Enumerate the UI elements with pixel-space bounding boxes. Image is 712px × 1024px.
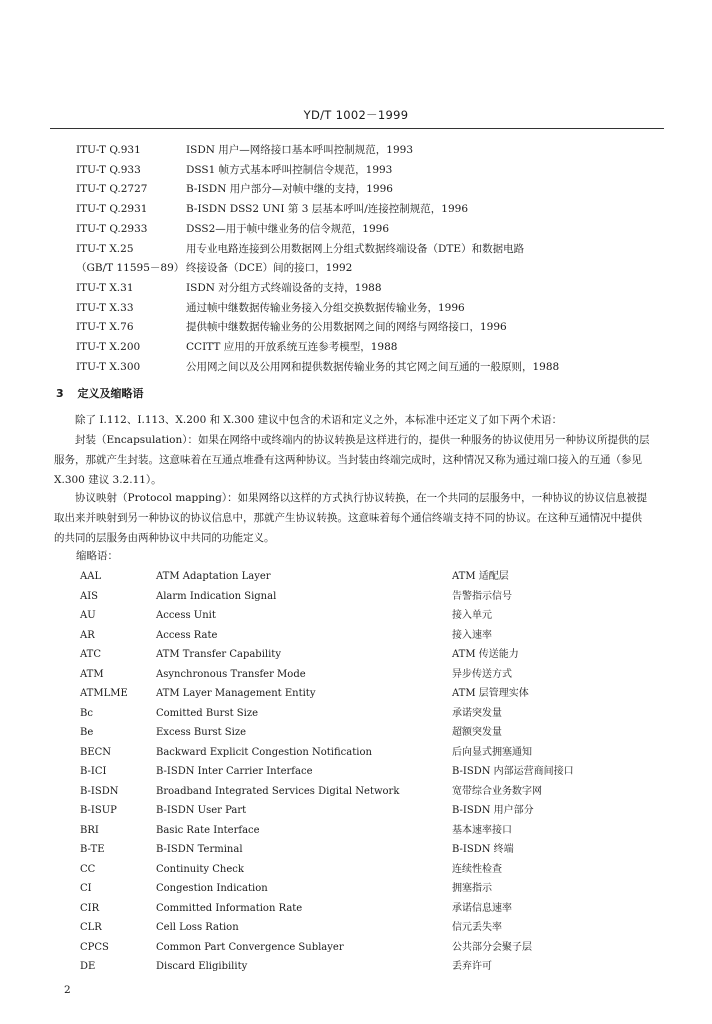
abbreviations-label: 缩略语： xyxy=(76,550,118,562)
reference-row xyxy=(0,258,712,278)
abbreviation-row xyxy=(0,957,712,976)
abbreviation-row xyxy=(0,938,712,957)
reference-row xyxy=(0,140,712,160)
abbreviation-english: Broadband Integrated Services Digital Network xyxy=(156,785,400,797)
abbreviation-code: CI xyxy=(80,883,92,894)
abbreviation-row xyxy=(0,821,712,840)
reference-title: ISDN 对分组方式终端设备的支持，1988 xyxy=(186,281,382,294)
abbreviation-code: DE xyxy=(80,961,96,972)
abbreviation-code: AR xyxy=(80,629,95,641)
abbreviation-row xyxy=(0,918,712,937)
abbreviation-code: AIS xyxy=(80,590,99,602)
abbreviation-code: B-ISDN xyxy=(80,785,119,797)
reference-title: 公用网之间以及公用网和提供数据传输业务的其它网之间互通的一般原则，1988 xyxy=(186,360,560,373)
abbreviation-chinese: 丢弃许可 xyxy=(452,961,492,972)
abbreviation-english: Backward Explicit Congestion Notification xyxy=(156,746,372,758)
abbreviation-chinese: 超额突发量 xyxy=(452,727,502,738)
abbreviation-code: ATC xyxy=(80,649,101,660)
abbreviation-row xyxy=(0,684,712,703)
abbreviation-row xyxy=(0,840,712,859)
abbreviation-english: Congestion Indication xyxy=(156,883,268,894)
abbreviation-english: Excess Burst Size xyxy=(156,727,247,738)
abbreviation-code: CIR xyxy=(80,902,100,914)
reference-row xyxy=(0,219,712,239)
reference-code: ITU-T Q.933 xyxy=(76,163,141,176)
abbreviation-english: Comitted Burst Size xyxy=(156,707,259,719)
reference-row xyxy=(0,179,712,199)
abbreviation-chinese: 告警指示信号 xyxy=(452,590,512,602)
reference-code: ITU-T Q.2727 xyxy=(76,183,148,196)
abbreviation-row xyxy=(0,801,712,820)
abbreviation-row xyxy=(0,782,712,801)
abbreviation-english: B-ISDN Terminal xyxy=(156,844,243,855)
reference-code: ITU-T X.200 xyxy=(76,341,141,353)
abbreviation-code: B-ISUP xyxy=(80,805,117,816)
abbreviation-english: B-ISDN Inter Carrier Interface xyxy=(156,766,313,777)
abbreviation-chinese: ATM 传送能力 xyxy=(452,649,519,660)
reference-code: ITU-T Q.2931 xyxy=(76,203,148,216)
reference-row xyxy=(0,199,712,219)
section-number: 3 xyxy=(56,387,64,400)
abbreviation-code: AU xyxy=(80,610,96,621)
reference-code: ITU-T X.33 xyxy=(76,301,134,314)
reference-row xyxy=(0,278,712,298)
abbreviation-code: B-ICI xyxy=(80,766,107,777)
abbreviation-row xyxy=(0,626,712,645)
reference-row xyxy=(0,357,712,377)
abbreviation-english: ATM Transfer Capability xyxy=(156,649,281,660)
reference-title: B-ISDN 用户部分—对帧中继的支持，1996 xyxy=(186,183,393,196)
abbreviation-row xyxy=(0,899,712,918)
abbreviation-english: Alarm Indication Signal xyxy=(156,590,277,602)
abbreviation-row xyxy=(0,665,712,684)
abbreviation-english: Access Rate xyxy=(156,629,218,641)
reference-title: DSS1 帧方式基本呼叫控制信令规范，1993 xyxy=(186,163,393,176)
reference-title: CCITT 应用的开放系统互连参考模型，1988 xyxy=(186,341,398,353)
abbreviation-english: Access Unit xyxy=(156,610,216,621)
abbreviation-chinese: ATM 适配层 xyxy=(452,571,509,582)
abbreviation-row xyxy=(0,587,712,606)
abbreviation-chinese: 接入单元 xyxy=(452,610,492,621)
abbreviation-code: Be xyxy=(80,727,94,738)
abbreviation-row xyxy=(0,723,712,742)
abbreviation-code: ATM xyxy=(80,668,104,680)
header-rule xyxy=(50,128,664,129)
abbreviation-code: CC xyxy=(80,863,96,875)
abbreviation-row xyxy=(0,879,712,898)
reference-code: （GB/T 11595－89） xyxy=(76,262,185,275)
abbreviation-code: B-TE xyxy=(80,844,105,855)
abbreviation-code: BECN xyxy=(80,746,112,758)
abbreviation-english: Common Part Convergence Sublayer xyxy=(156,941,344,953)
abbreviation-code: BRI xyxy=(80,824,99,836)
abbreviation-chinese: B-ISDN 用户部分 xyxy=(452,805,534,816)
paragraph-encapsulation: 封装（Encapsulation）：如果在网络中或终端内的协议转换是这样进行的，提供一种服务的协议使用另一种协议所提供的层服务，那就产生封装。这意味着在互通点堆叠有这两种协议。当封装由终端完成时，这种情况又称为通过端口接入的互通（参见 X.300 建议 3.2.11）。 xyxy=(54,434,650,486)
abbreviation-chinese: 承诺突发量 xyxy=(452,707,502,719)
page-number: 2 xyxy=(64,984,71,996)
abbreviation-chinese: 接入速率 xyxy=(452,629,492,641)
abbreviation-chinese: 公共部分会聚子层 xyxy=(452,941,532,953)
abbreviation-chinese: 基本速率接口 xyxy=(452,824,512,836)
reference-title: 终接设备（DCE）间的接口，1992 xyxy=(186,262,353,275)
abbreviation-english: Continuity Check xyxy=(156,863,244,875)
abbreviation-row xyxy=(0,860,712,879)
abbreviation-chinese: 后向显式拥塞通知 xyxy=(452,746,532,758)
abbreviation-chinese: B-ISDN 内部运营商间接口 xyxy=(452,766,574,777)
abbreviation-english: ATM Adaptation Layer xyxy=(156,571,271,582)
reference-code: ITU-T Q.2933 xyxy=(76,222,148,235)
reference-row xyxy=(0,298,712,318)
reference-title: 提供帧中继数据传输业务的公用数据网之间的网络与网络接口，1996 xyxy=(186,321,507,334)
abbreviation-code: Bc xyxy=(80,707,93,719)
abbreviation-chinese: ATM 层管理实体 xyxy=(452,688,529,699)
section-heading xyxy=(56,386,144,402)
reference-code: ITU-T X.76 xyxy=(76,321,134,334)
abbreviation-english: ATM Layer Management Entity xyxy=(156,688,316,699)
abbreviation-english: Discard Eligibility xyxy=(156,961,248,972)
paragraph-protocol-mapping: 协议映射（Protocol mapping）：如果网络以这样的方式执行协议转换，在一个共同的层服务中，一种协议的协议信息被提取出来并映射到另一种协议的协议信息中，那就产生协议转换。这意味着每个通信终端支持不同的协议。在这种互通情况中提供的共同的层服务由两种协议中共同的功能定义。 xyxy=(54,492,648,544)
abbreviation-english: Committed Information Rate xyxy=(156,902,303,914)
reference-title: 通过帧中继数据传输业务接入分组交换数据传输业务，1996 xyxy=(186,301,465,314)
reference-title: 用专业电路连接到公用数据网上分组式数据终端设备（DTE）和数据电路 xyxy=(186,242,525,255)
abbreviation-chinese: 拥塞指示 xyxy=(452,883,492,894)
reference-row xyxy=(0,160,712,180)
reference-code: ITU-T X.300 xyxy=(76,360,141,373)
abbreviation-row xyxy=(0,606,712,625)
abbreviation-code: ATMLME xyxy=(80,688,128,699)
abbreviation-chinese: 异步传送方式 xyxy=(452,668,512,680)
paragraph-intro: 除了 I.112、I.113、X.200 和 X.300 建议中包含的术语和定义之外，本标准中还定义了如下两个术语： xyxy=(75,414,563,426)
reference-title: DSS2—用于帧中继业务的信令规范，1996 xyxy=(186,222,390,235)
abbreviation-row xyxy=(0,567,712,586)
abbreviation-chinese: B-ISDN 终端 xyxy=(452,844,514,855)
section-title: 定义及缩略语 xyxy=(77,387,144,400)
abbreviation-code: CLR xyxy=(80,922,102,933)
abbreviation-english: Asynchronous Transfer Mode xyxy=(156,668,306,680)
abbreviation-row xyxy=(0,762,712,781)
abbreviation-row xyxy=(0,645,712,664)
reference-code: ITU-T X.31 xyxy=(76,281,134,294)
abbreviation-chinese: 承诺信息速率 xyxy=(452,902,512,914)
standard-code-header: YD/T 1002－1999 xyxy=(303,108,409,122)
reference-row xyxy=(0,317,712,337)
reference-row xyxy=(0,337,712,357)
abbreviation-english: Basic Rate Interface xyxy=(156,824,260,836)
abbreviation-chinese: 信元丢失率 xyxy=(452,922,502,933)
abbreviation-code: CPCS xyxy=(80,941,109,953)
reference-row xyxy=(0,239,712,259)
abbreviation-chinese: 宽带综合业务数字网 xyxy=(452,785,542,797)
reference-code: ITU-T X.25 xyxy=(76,242,134,255)
abbreviation-row xyxy=(0,704,712,723)
abbreviation-code: AAL xyxy=(80,571,102,582)
abbreviation-row xyxy=(0,743,712,762)
reference-title: ISDN 用户—网络接口基本呼叫控制规范，1993 xyxy=(186,144,414,156)
abbreviation-english: Cell Loss Ration xyxy=(156,922,239,933)
reference-code: ITU-T Q.931 xyxy=(76,144,141,156)
reference-title: B-ISDN DSS2 UNI 第 3 层基本呼叫/连接控制规范，1996 xyxy=(186,203,469,216)
abbreviation-chinese: 连续性检查 xyxy=(452,863,502,875)
abbreviation-english: B-ISDN User Part xyxy=(156,805,247,816)
